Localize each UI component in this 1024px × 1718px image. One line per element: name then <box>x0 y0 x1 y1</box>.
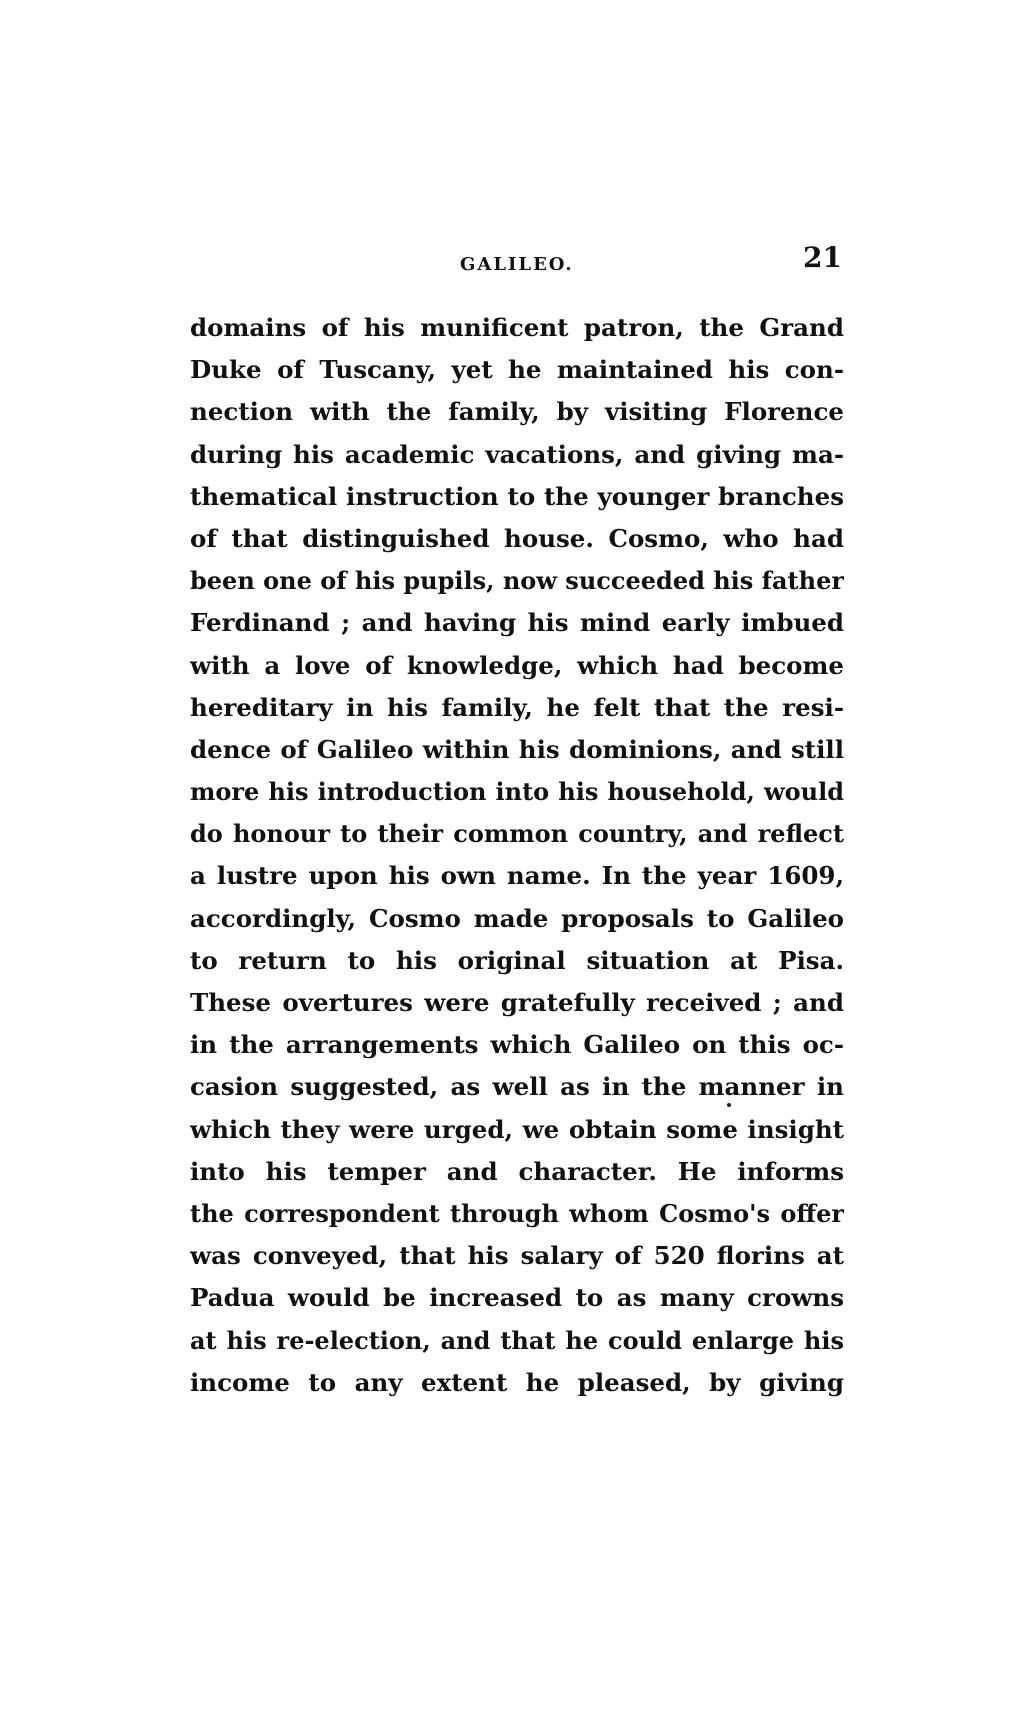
text-line: thematical instruction to the younger branches <box>190 481 844 511</box>
text-line: the correspondent through whom Cosmo's offer <box>190 1198 844 1228</box>
text-line: a lustre upon his own name. In the year 1609, <box>190 861 844 891</box>
page-number: 21 <box>803 241 842 274</box>
text-line: Ferdinand ; and having his mind early imbued <box>190 608 844 638</box>
text-line: into his temper and character. He informs <box>190 1156 844 1186</box>
text-line: with a love of knowledge, which had become <box>190 650 844 680</box>
running-head-title: GALILEO. <box>460 254 574 275</box>
text-line: domains of his munificent patron, the Grand <box>190 313 844 342</box>
text-line: more his introduction into his household, would <box>190 777 844 807</box>
text-line: casion suggested, as well as in the manner in <box>190 1072 844 1102</box>
text-line: do honour to their common country, and reflect <box>190 819 844 849</box>
text-line: dence of Galileo within his dominions, and still <box>190 734 844 764</box>
text-line: accordingly, Cosmo made proposals to Galileo <box>190 903 844 933</box>
text-line: in the arrangements which Galileo on this oc- <box>190 1030 844 1060</box>
text-line: These overtures were gratefully received ; and <box>190 988 844 1017</box>
text-line: income to any extent he pleased, by giving <box>190 1367 844 1397</box>
text-line: which they were urged, we obtain some insight <box>190 1114 844 1144</box>
text-line: hereditary in his family, he felt that the resi- <box>190 692 844 722</box>
text-line: to return to his original situation at Pisa. <box>190 945 844 975</box>
print-speck <box>727 1103 731 1107</box>
text-line: nection with the family, by visiting Florence <box>190 397 844 427</box>
body-text <box>190 307 844 1404</box>
text-line: during his academic vacations, and giving ma- <box>190 439 844 469</box>
text-line: been one of his pupils, now succeeded his father <box>190 566 844 596</box>
text-line: of that distinguished house. Cosmo, who had <box>190 523 844 553</box>
running-head <box>0 238 1024 288</box>
text-line: Padua would be increased to as many crowns <box>190 1283 844 1313</box>
text-line: at his re-election, and that he could enlarge his <box>190 1325 844 1355</box>
text-line: was conveyed, that his salary of 520 florins at <box>190 1241 844 1271</box>
text-line: Duke of Tuscany, yet he maintained his con- <box>190 355 844 385</box>
